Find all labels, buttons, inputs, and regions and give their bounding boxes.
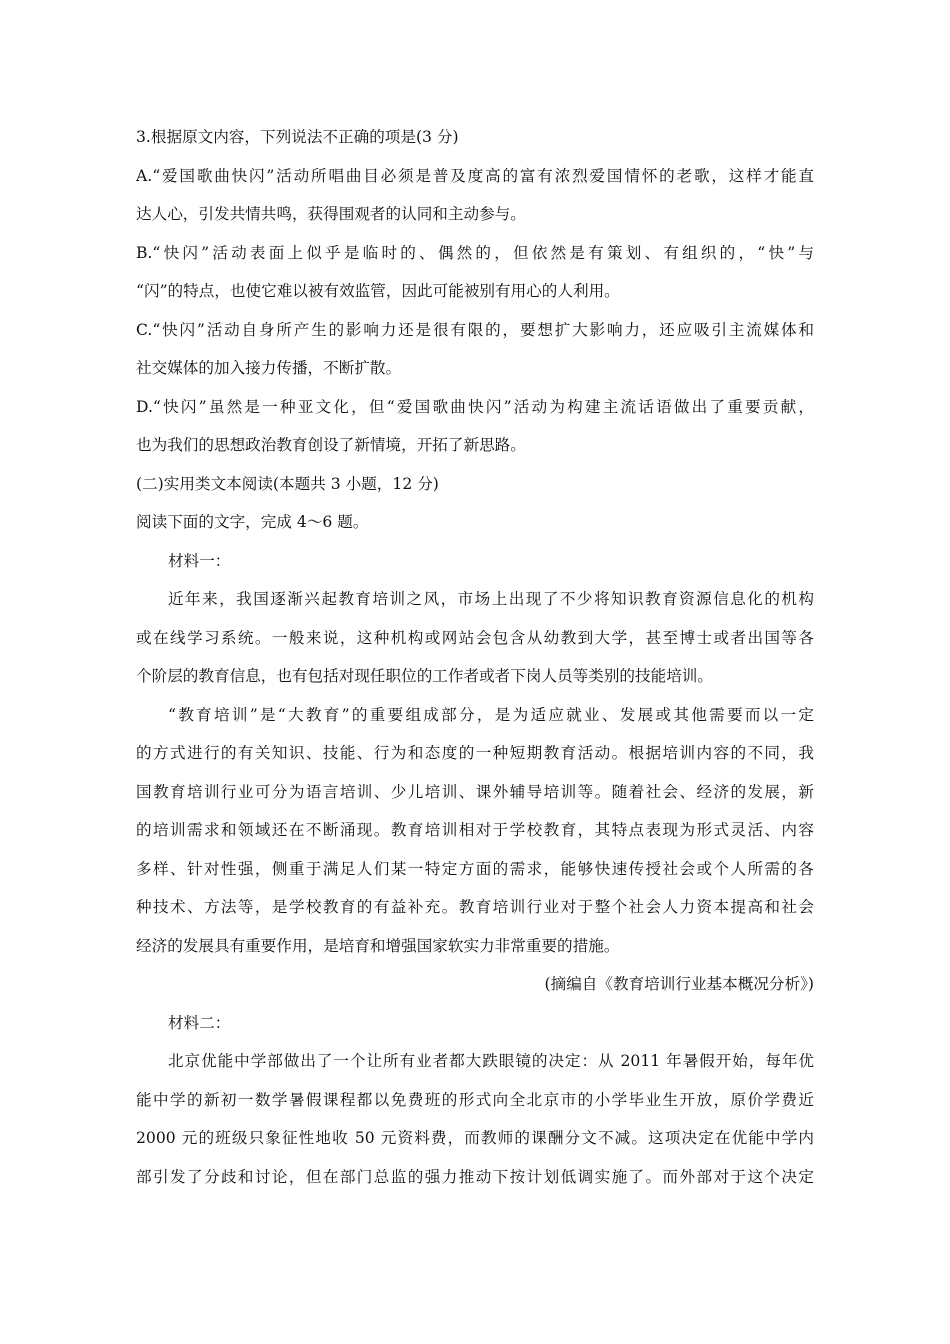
paragraph-line: 2000 元的班级只象征性地收 50 元资料费，而教师的课酬分文不减。这项决定在优能中学内 xyxy=(136,1129,814,1147)
material-2-paragraph-1 xyxy=(136,1042,814,1196)
paragraph-line: 国教育培训行业可分为语言培训、少儿培训、课外辅导培训等。随着社会、经济的发展，新 xyxy=(136,782,814,801)
option-c xyxy=(136,311,814,388)
option-d xyxy=(136,388,814,465)
section-instruction: 阅读下面的文字，完成 4～6 题。 xyxy=(136,513,369,531)
paragraph-line: 或在线学习系统。一般来说，这种机构或网站会包含从幼教到大学，甚至博士或者出国等各 xyxy=(136,628,814,647)
paragraph-line: “教育培训”是“大教育”的重要组成部分，是为适应就业、发展或其他需要而以一定 xyxy=(168,705,814,724)
option-b xyxy=(136,234,814,311)
option-a-line: A.“爱国歌曲快闪”活动所唱曲目必须是普及度高的富有浓烈爱国情怀的老歌，这样才能直 xyxy=(136,166,814,185)
paragraph-line: 的培训需求和领域还在不断涌现。教育培训相对于学校教育，其特点表现为形式灵活、内容 xyxy=(136,821,814,839)
paragraph-line: 经济的发展具有重要作用，是培育和增强国家软实力非常重要的措施。 xyxy=(136,936,620,955)
material-2-label: 材料二： xyxy=(168,1013,231,1032)
paragraph-line: 多样、针对性强，侧重于满足人们某一特定方面的需求，能够快速传授社会或个人所需的各 xyxy=(136,859,814,878)
option-c-line: 社交媒体的加入接力传播，不断扩散。 xyxy=(136,359,402,377)
paragraph-line: 能中学的新初一数学暑假课程都以免费班的形式向全北京市的小学毕业生开放，原价学费近 xyxy=(136,1090,814,1109)
material-1-paragraph-2 xyxy=(136,696,814,966)
paragraph-line: 北京优能中学部做出了一个让所有业者都大跌眼镜的决定：从 2011 年暑假开始，每年优 xyxy=(168,1052,814,1070)
option-a xyxy=(136,157,814,234)
paragraph-line: 近年来，我国逐渐兴起教育培训之风，市场上出现了不少将知识教育资源信息化的机构 xyxy=(168,590,814,608)
paragraph-line: 部引发了分歧和讨论，但在部门总监的强力推动下按计划低调实施了。而外部对于这个决定 xyxy=(136,1167,814,1186)
question-3-stem: 3.根据原文内容，下列说法不正确的项是(3 分) xyxy=(136,128,459,146)
material-1-paragraph-1 xyxy=(136,580,814,696)
option-d-line: D.“快闪”虽然是一种亚文化，但“爱国歌曲快闪”活动为构建主流话语做出了重要贡献， xyxy=(136,397,814,416)
option-c-line: C.“快闪”活动自身所产生的影响力还是很有限的，要想扩大影响力，还应吸引主流媒体和 xyxy=(136,320,814,339)
paragraph-line: 个阶层的教育信息，也有包括对现任职位的工作者或者下岗人员等类别的技能培训。 xyxy=(136,667,713,685)
option-d-line: 也为我们的思想政治教育创设了新情境，开拓了新思路。 xyxy=(136,436,526,454)
material-1-source: (摘编自《教育培训行业基本概况分析》) xyxy=(544,975,814,993)
option-a-line: 达人心，引发共情共鸣，获得围观者的认同和主动参与。 xyxy=(136,205,526,223)
option-b-line: B.“快闪”活动表面上似乎是临时的、偶然的，但依然是有策划、有组织的，“快”与 xyxy=(136,243,814,262)
paragraph-line: 的方式进行的有关知识、技能、行为和态度的一种短期教育活动。根据培训内容的不同，我 xyxy=(136,744,814,762)
option-b-line: “闪”的特点，也使它难以被有效监管，因此可能被别有用心的人利用。 xyxy=(136,282,620,300)
material-1-label: 材料一： xyxy=(168,551,231,570)
document-page xyxy=(136,118,814,1196)
section-heading: (二)实用类文本阅读(本题共 3 小题，12 分) xyxy=(136,474,439,493)
paragraph-line: 种技术、方法等，是学校教育的有益补充。教育培训行业对于整个社会人力资本提高和社会 xyxy=(136,898,814,916)
